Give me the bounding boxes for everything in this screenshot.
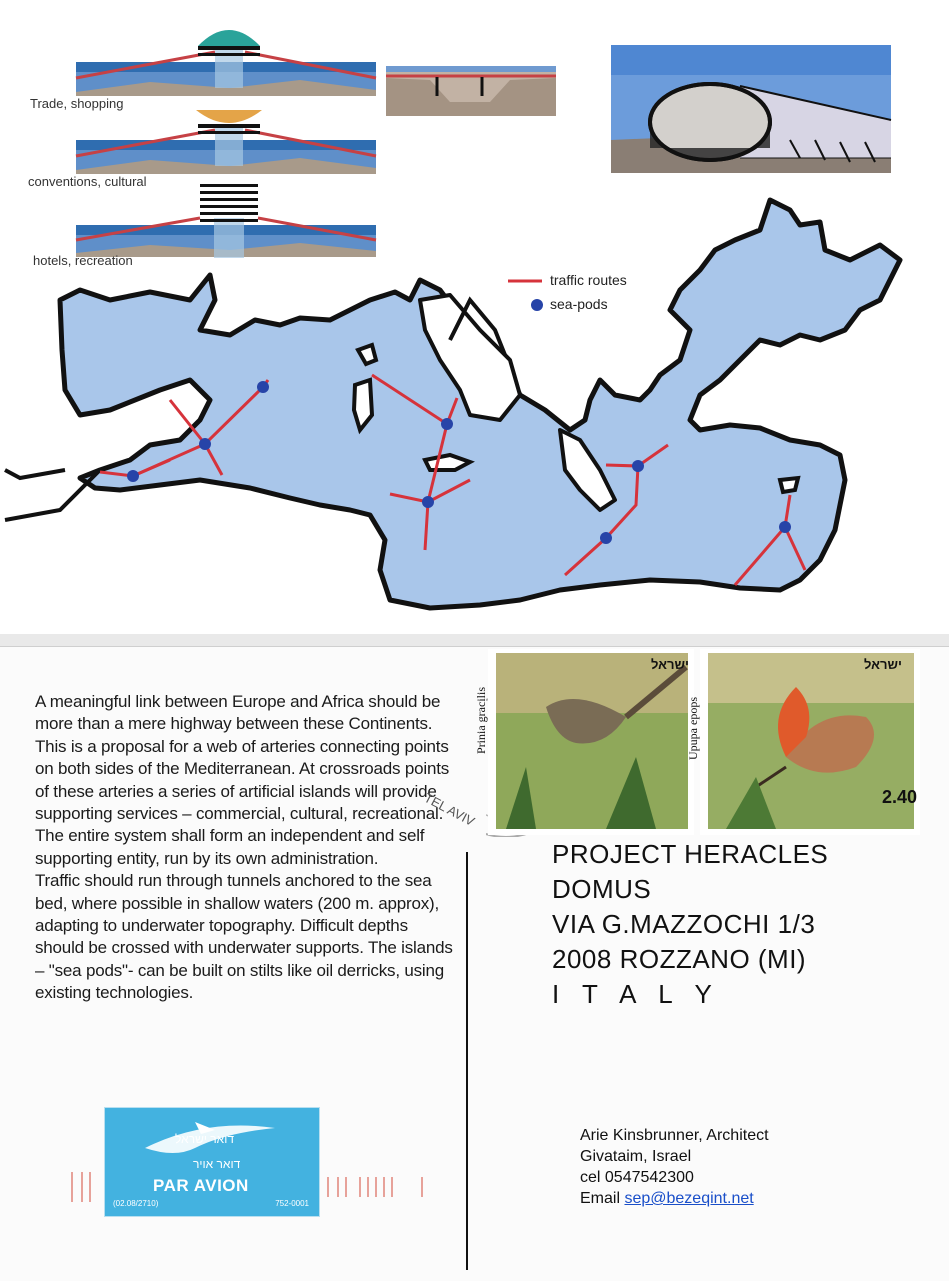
postmark: TEL AVIV: [421, 789, 478, 830]
airmail-par-avion: PAR AVION: [153, 1176, 249, 1195]
airmail-code-left: (02.08/2710): [113, 1199, 159, 1208]
airmail-code-right: 752-0001: [275, 1199, 309, 1208]
address-country: I T A L Y: [552, 979, 720, 1009]
stamps-area: [474, 647, 922, 837]
section-diagram-hotels: [76, 184, 376, 258]
message-paragraph: The entire system shall form an independent and self supporting entity, run by its own administration.: [35, 826, 425, 868]
email-label: Email: [580, 1190, 621, 1207]
legend-pod-swatch: [531, 299, 543, 311]
address-line: VIA G.MAZZOCHI 1/3: [552, 909, 816, 939]
address-line: PROJECT HERACLES: [552, 839, 829, 869]
airmail-hebrew-mid: דואר אויר: [193, 1157, 241, 1171]
tunnel-diagram: [611, 45, 891, 173]
address-divider: [466, 852, 468, 1270]
diagram-label-conventions: conventions, cultural: [28, 174, 147, 189]
sender-email-row: [580, 1188, 769, 1209]
sender-city: Givataim, Israel: [580, 1148, 692, 1165]
stamps-illustration: [486, 647, 922, 837]
recipient-address: [552, 837, 828, 1012]
stamp-species-2: Upupa epops: [686, 697, 700, 760]
postcard-back: [0, 646, 949, 1281]
legend-traffic-routes: traffic routes: [550, 272, 627, 288]
stamp-country-2: ישראל: [864, 657, 902, 672]
address-line: 2008 ROZZANO (MI): [552, 944, 807, 974]
airmail-hebrew-top: דואר ישראל: [175, 1132, 234, 1146]
map-legend: [508, 272, 627, 312]
sender-phone: cel 0547542300: [580, 1169, 694, 1186]
stamp-species-1: Prinia gracilis: [474, 687, 488, 754]
message-text: [35, 691, 455, 1005]
section-diagram-trade: [76, 30, 376, 96]
message-paragraph: Traffic should run through tunnels anchored to the sea bed, where possible in shallow waters (200 m. approx), adapting to underwater topography. Difficult depths should be crossed with underwater supports. The islands – "sea pods"- can be built on stilts like oil derricks, using existing technologies.: [35, 871, 453, 1003]
sorting-marks: [70, 1167, 430, 1207]
diagram-label-hotels: hotels, recreation: [33, 253, 133, 268]
postcard-front: [0, 0, 949, 634]
mediterranean-map: [5, 200, 900, 608]
legend-sea-pods: sea-pods: [550, 296, 608, 312]
sender-info: [580, 1125, 769, 1209]
address-line: DOMUS: [552, 874, 652, 904]
stamp-country-1: ישראל: [651, 657, 689, 672]
email-link[interactable]: sep@bezeqint.net: [624, 1190, 754, 1207]
front-illustration: [0, 0, 949, 634]
support-diagram: [386, 66, 556, 116]
diagram-label-trade: Trade, shopping: [30, 96, 124, 111]
stamp-value-2: 2.40: [882, 787, 918, 807]
section-diagram-conventions: [76, 110, 376, 174]
sender-name: Arie Kinsbrunner, Architect: [580, 1127, 769, 1144]
message-paragraph: A meaningful link between Europe and Africa should be more than a mere highway between these Continents. This is a proposal for a web of arteries connecting points on both sides of the Mediterranean. At crossroads points of these arteries a series of artificial islands will provide supporting services – commercial, cultural, recreational.: [35, 692, 450, 824]
